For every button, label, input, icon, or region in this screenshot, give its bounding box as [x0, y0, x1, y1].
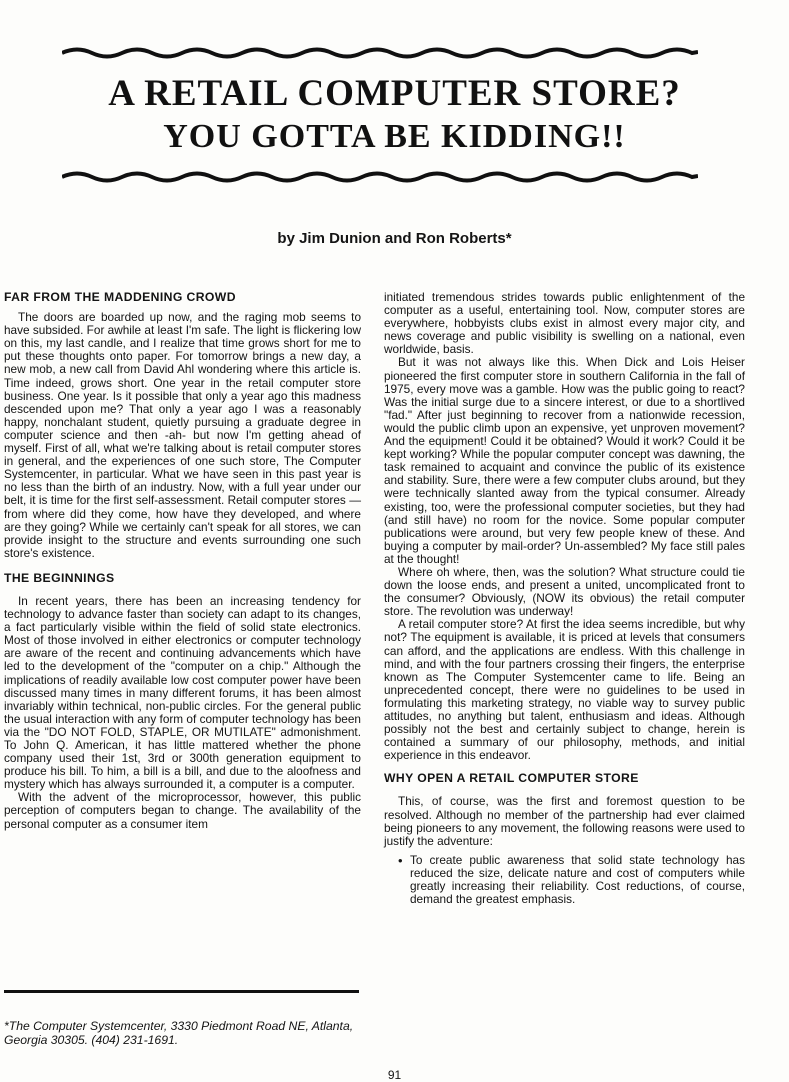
- wavy-rule-bottom: [62, 170, 698, 184]
- paragraph-intro: The doors are boarded up now, and the raging mob seems to have subsided. For awhile at least I'm safe. The light is flickering low on this, my last candle, and I realize that time grows short for me to put these thoughts onto paper. For tomorrow brings a new day, a new mob, a new call from David Ahl wondering where this article is. Time indeed, grows short. One year in the retail computer store business. One year. Is it possible that only a year ago this madness descended upon me? That only a year ago I was a reasonably happy, nonchalant student, quietly pursuing a graduate degree in computer science and then -ah- but now I'm getting ahead of myself. First of all, what we're talking about is retail computer stores in general, and the experiences of one such store, The Computer Systemcenter, in particular. What we have seen in this past year is no less than the birth of an industry. Now, with a full year under our belt, it is time for the first self-assessment. Retail computer stores — from where did they come, how have they developed, and where are they going? While we certainly can't speak for all stores, we can provide insight to the structure and events surrounding one such store's existence.: [4, 310, 361, 560]
- headline-line-1: A RETAIL COMPUTER STORE?: [108, 73, 681, 114]
- byline: by Jim Dunion and Ron Roberts*: [277, 230, 512, 247]
- left-column: [4, 291, 361, 831]
- list-item: [398, 854, 745, 906]
- paragraph-beginnings-2: With the advent of the microprocessor, however, this public perception of computers began to change. The availability of the personal computer as a consumer item: [4, 790, 361, 831]
- paragraph-retail-store: A retail computer store? At first the idea seems incredible, but why not? The equipment is available, it is priced at levels that consumers can afford, and the applications are endless. With this challenge in mind, and with the four partners crossing their fingers, the enterprise known as The Computer Systemcenter came to life. Being an unprecedented concept, there were no guidelines to be used in formulating this marketing strategy, no viable way to survey public attitudes, no anything but talent, enthusiasm and ideas. Although possibly not the best and certainly subject to change, herein is contained a summary of our philosophy, methods, and initial experience in this endeavor.: [384, 617, 745, 763]
- paragraph-first-store: But it was not always like this. When Dick and Lois Heiser pioneered the first computer store in southern California in the fall of 1975, every move was a gamble. How was the public going to react? Was the initial surge due to a sincere interest, or due to a shortlived "fad." After just beginning to recover from a nationwide recession, would the public climb upon an expensive, yet unproven movement? And the equipment! Could it be obtained? Would it work? Could it be kept working? While the popular computer concept was dawning, the task remained to acquaint and convince the public of its existence and stability. Sure, there were a few computer clubs around, but they were technically slanted away from the typical consumer. Already existing, too, were the professional computer societies, but they had (and still have) no room for the novice. Some popular computer publications were around, but very few people knew of these. And buying a computer by mail-order? Un-assembled? My face still pales at the thought!: [384, 355, 745, 566]
- paragraph-why: This, of course, was the first and foremost question to be resolved. Although no member of the partnership had ever claimed being pioneers to any movement, the following reasons were used to justify the adventure:: [384, 794, 745, 848]
- paragraph-continued: initiated tremendous strides towards public enlightenment of the computer as a useful, entertaining tool. Now, computer stores are everywhere, hobbyists clubs exist in almost every major city, and news coverage and public visibility is swelling on a national, even worldwide, basis.: [384, 290, 745, 357]
- reasons-list: [384, 854, 745, 906]
- bullet-icon: •: [398, 852, 403, 868]
- paragraph-solution: Where oh where, then, was the solution? What structure could tie down the loose ends, and present a united, uncomplicated front to the consumer? Obviously, (NOW its obvious) the retail computer store. The revolution was underway!: [384, 564, 745, 619]
- section-heading-beginnings: THE BEGINNINGS: [4, 570, 115, 585]
- footnote-rule: [4, 990, 359, 993]
- footnote: *The Computer Systemcenter, 3330 Piedmont Road NE, Atlanta, Georgia 30305. (404) 231-1691.: [4, 1019, 354, 1047]
- section-heading-why-open: WHY OPEN A RETAIL COMPUTER STORE: [384, 771, 639, 786]
- page-number: 91: [387, 1068, 402, 1082]
- bullet-text: To create public awareness that solid state technology has reduced the size, delicate nature and cost of computers while greatly increasing their reliability. Cost reductions, of course, demand the greatest emphasis.: [410, 852, 745, 907]
- right-column: [384, 291, 745, 906]
- wavy-rule-top: [62, 46, 698, 60]
- section-heading-far-from-crowd: FAR FROM THE MADDENING CROWD: [4, 290, 236, 304]
- paragraph-beginnings-1: In recent years, there has been an increasing tendency for technology to advance faster than society can adapt to its changes, a fact particularly visible within the field of solid state electronics. Most of those involved in either electronics or computer technology are aware of the recent and continuing advancements which have led to the development of the "computer on a chip." Although the implications of readily available low cost computer power have been discussed many times in many different forums, it has been almost invariably within technical, non-public circles. For the general public the usual interaction with any form of computer technology has been via the "DO NOT FOLD, STAPLE, OR MUTILATE" admonishment. To John Q. American, it has little mattered whether the phone company used their 1st, 3rd or 300th generation equipment to produce his bill. To him, a bill is a bill, and due to the aloofness and mystery which has always surrounded it, a computer is a computer.: [4, 593, 361, 792]
- headline-line-2: YOU GOTTA BE KIDDING!!: [163, 118, 626, 155]
